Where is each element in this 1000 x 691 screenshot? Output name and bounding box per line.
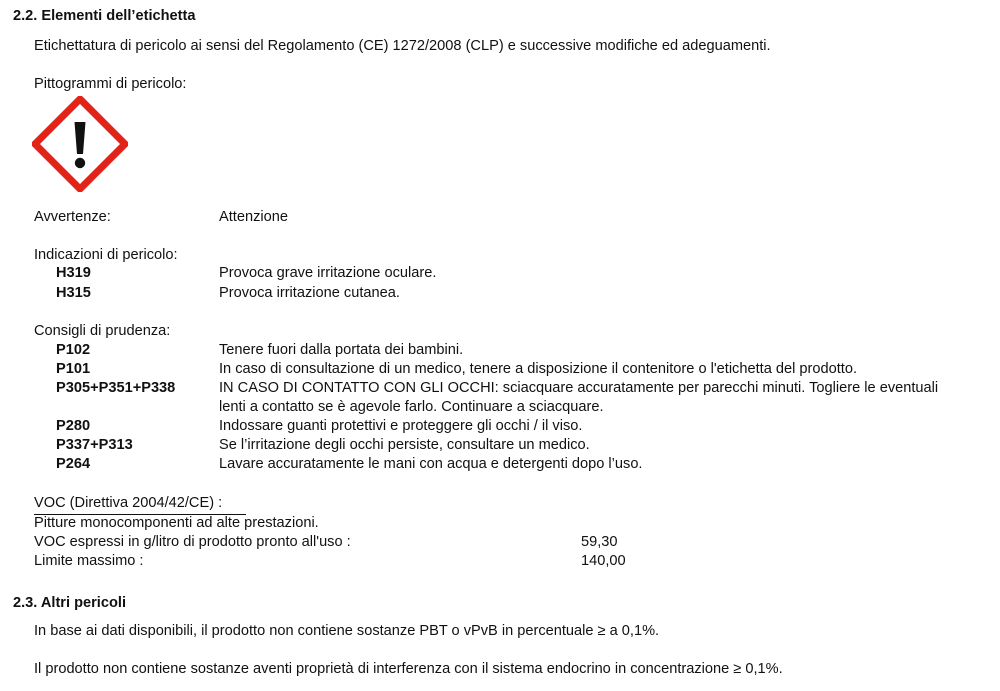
voc-limit-value: 140,00 [581, 553, 626, 569]
hazard-code: H319 [56, 265, 91, 281]
section-title-2-2: 2.2. Elementi dell’etichetta [13, 8, 196, 24]
hazard-code: H315 [56, 285, 91, 301]
section-title-2-3: 2.3. Altri pericoli [13, 595, 127, 611]
precaution-text-continued: lenti a contatto se è agevole farlo. Continuare a sciacquare. [219, 399, 604, 415]
voc-heading: VOC (Direttiva 2004/42/CE) : [34, 495, 223, 511]
precaution-text: Lavare accuratamente le mani con acqua e detergenti dopo l’uso. [219, 456, 643, 472]
exclamation-mark-ghs07-icon [32, 96, 128, 192]
precaution-text: Indossare guanti protettivi e proteggere gli occhi / il viso. [219, 418, 583, 434]
precautionary-statements-label: Consigli di prudenza: [34, 323, 171, 339]
pictograms-label: Pittogrammi di pericolo: [34, 76, 187, 92]
precaution-code: P305+P351+P338 [56, 380, 176, 396]
other-hazards-pbt: In base ai dati disponibili, il prodotto non contiene sostanze PBT o vPvB in percentuale ≥ a 0,1%. [34, 623, 660, 639]
precaution-text: Se l’irritazione degli occhi persiste, consultare un medico. [219, 437, 590, 453]
precaution-text: IN CASO DI CONTATTO CON GLI OCCHI: sciacquare accuratamente per parecchi minuti. Togliere le eventuali [219, 380, 939, 396]
signal-word-label: Avvertenze: [34, 209, 111, 225]
precaution-code: P102 [56, 342, 91, 358]
labelling-intro: Etichettatura di pericolo ai sensi del Regolamento (CE) 1272/2008 (CLP) e successive modifiche ed adeguamenti. [34, 38, 771, 54]
precaution-code: P264 [56, 456, 91, 472]
voc-limit-label: Limite massimo : [34, 553, 144, 569]
precaution-code: P101 [56, 361, 91, 377]
hazard-statements-label: Indicazioni di pericolo: [34, 247, 178, 263]
precaution-code: P337+P313 [56, 437, 133, 453]
voc-category: Pitture monocomponenti ad alte prestazioni. [34, 515, 319, 531]
signal-word: Attenzione [219, 209, 288, 225]
hazard-text: Provoca irritazione cutanea. [219, 285, 400, 301]
precaution-text: In caso di consultazione di un medico, tenere a disposizione il contenitore o l'etichetta del prodotto. [219, 361, 858, 377]
other-hazards-endocrine: Il prodotto non contiene sostanze aventi proprietà di interferenza con il sistema endocrino in concentrazione ≥ 0,1%. [34, 661, 783, 677]
hazard-text: Provoca grave irritazione oculare. [219, 265, 437, 281]
precaution-code: P280 [56, 418, 91, 434]
voc-expressed-label: VOC espressi in g/litro di prodotto pronto all'uso : [34, 534, 351, 550]
precaution-text: Tenere fuori dalla portata dei bambini. [219, 342, 464, 358]
voc-expressed-value: 59,30 [581, 534, 618, 550]
